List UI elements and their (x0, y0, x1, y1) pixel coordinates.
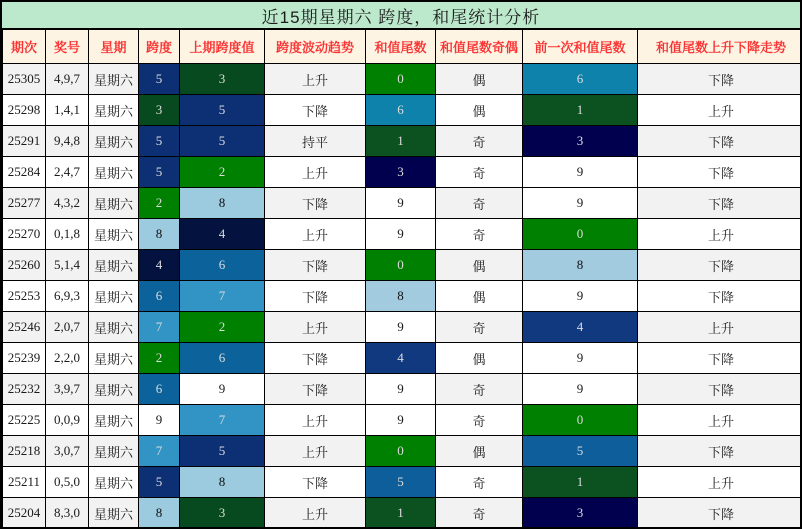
cell-prev-tail: 0 (523, 405, 638, 436)
cell-tail-trend: 上升 (638, 219, 802, 250)
cell-prev-tail: 9 (523, 281, 638, 312)
cell-period: 25270 (3, 219, 46, 250)
cell-tail-trend: 上升 (638, 95, 802, 126)
cell-tail-trend: 下降 (638, 64, 802, 95)
cell-span-trend: 上升 (265, 157, 366, 188)
cell-tail-trend: 下降 (638, 436, 802, 467)
cell-tail: 3 (366, 157, 436, 188)
cell-prize: 0,0,9 (46, 405, 89, 436)
cell-prev-tail: 3 (523, 126, 638, 157)
cell-span: 4 (139, 250, 180, 281)
cell-span-trend: 下降 (265, 188, 366, 219)
cell-week: 星期六 (89, 436, 139, 467)
cell-week: 星期六 (89, 157, 139, 188)
cell-prev-span: 5 (180, 126, 265, 157)
cell-tail-trend: 上升 (638, 312, 802, 343)
col-header-tail-trend: 和值尾数上升下降走势 (638, 30, 802, 64)
cell-prev-tail: 9 (523, 374, 638, 405)
cell-span-trend: 下降 (265, 95, 366, 126)
col-header-prev-tail: 前一次和值尾数 (523, 30, 638, 64)
page-title: 近15期星期六 跨度，和尾统计分析 (2, 2, 800, 29)
cell-span: 5 (139, 157, 180, 188)
cell-tail-trend: 下降 (638, 281, 802, 312)
cell-prev-span: 2 (180, 312, 265, 343)
cell-span: 2 (139, 188, 180, 219)
cell-prize: 1,4,1 (46, 95, 89, 126)
table-row (3, 126, 802, 157)
cell-span: 2 (139, 343, 180, 374)
cell-prize: 4,9,7 (46, 64, 89, 95)
cell-tail-trend: 下降 (638, 188, 802, 219)
cell-prev-span: 9 (180, 374, 265, 405)
cell-prize: 0,5,0 (46, 467, 89, 498)
cell-tail: 9 (366, 405, 436, 436)
table-body (3, 64, 802, 529)
cell-tail: 9 (366, 188, 436, 219)
stats-table (2, 29, 802, 529)
cell-span-trend: 持平 (265, 126, 366, 157)
table-row (3, 436, 802, 467)
cell-prev-tail: 1 (523, 467, 638, 498)
cell-tail: 0 (366, 250, 436, 281)
table-row (3, 374, 802, 405)
cell-span-trend: 下降 (265, 281, 366, 312)
cell-prev-tail: 6 (523, 64, 638, 95)
cell-prev-tail: 9 (523, 343, 638, 374)
table-row (3, 405, 802, 436)
cell-period: 25253 (3, 281, 46, 312)
cell-span: 8 (139, 498, 180, 529)
cell-period: 25204 (3, 498, 46, 529)
cell-parity: 奇 (436, 467, 523, 498)
cell-parity: 奇 (436, 157, 523, 188)
cell-period: 25305 (3, 64, 46, 95)
col-header-prize: 奖号 (46, 30, 89, 64)
cell-period: 25239 (3, 343, 46, 374)
cell-tail-trend: 下降 (638, 498, 802, 529)
cell-prev-tail: 1 (523, 95, 638, 126)
cell-prev-tail: 5 (523, 436, 638, 467)
cell-span: 8 (139, 219, 180, 250)
cell-parity: 奇 (436, 126, 523, 157)
cell-span-trend: 下降 (265, 250, 366, 281)
cell-prev-tail: 4 (523, 312, 638, 343)
cell-period: 25211 (3, 467, 46, 498)
cell-span: 5 (139, 467, 180, 498)
cell-tail: 9 (366, 374, 436, 405)
table-row (3, 343, 802, 374)
cell-tail: 9 (366, 219, 436, 250)
table-row (3, 498, 802, 529)
cell-period: 25260 (3, 250, 46, 281)
cell-span-trend: 下降 (265, 374, 366, 405)
cell-prev-tail: 3 (523, 498, 638, 529)
cell-tail-trend: 下降 (638, 157, 802, 188)
cell-prev-tail: 9 (523, 188, 638, 219)
cell-tail-trend: 上升 (638, 405, 802, 436)
cell-tail: 4 (366, 343, 436, 374)
cell-prev-span: 6 (180, 343, 265, 374)
cell-tail-trend: 下降 (638, 250, 802, 281)
cell-parity: 偶 (436, 250, 523, 281)
cell-tail: 0 (366, 64, 436, 95)
cell-prev-span: 8 (180, 188, 265, 219)
cell-week: 星期六 (89, 126, 139, 157)
cell-period: 25218 (3, 436, 46, 467)
col-header-week: 星期 (89, 30, 139, 64)
cell-tail: 5 (366, 467, 436, 498)
cell-prev-tail: 9 (523, 157, 638, 188)
cell-span: 5 (139, 126, 180, 157)
table-row (3, 250, 802, 281)
cell-parity: 奇 (436, 405, 523, 436)
col-header-tail: 和值尾数 (366, 30, 436, 64)
cell-parity: 偶 (436, 436, 523, 467)
cell-week: 星期六 (89, 250, 139, 281)
cell-week: 星期六 (89, 219, 139, 250)
cell-prize: 5,1,4 (46, 250, 89, 281)
cell-span-trend: 上升 (265, 405, 366, 436)
cell-tail: 1 (366, 126, 436, 157)
cell-period: 25284 (3, 157, 46, 188)
cell-tail: 6 (366, 95, 436, 126)
cell-week: 星期六 (89, 374, 139, 405)
cell-span-trend: 上升 (265, 219, 366, 250)
cell-span-trend: 上升 (265, 436, 366, 467)
cell-prize: 9,4,8 (46, 126, 89, 157)
col-header-span: 跨度 (139, 30, 180, 64)
cell-span: 9 (139, 405, 180, 436)
header-row (3, 30, 802, 64)
col-header-span-trend: 跨度波动趋势 (265, 30, 366, 64)
cell-span: 3 (139, 95, 180, 126)
cell-prize: 2,2,0 (46, 343, 89, 374)
cell-week: 星期六 (89, 188, 139, 219)
cell-span-trend: 上升 (265, 498, 366, 529)
cell-prev-span: 7 (180, 405, 265, 436)
cell-week: 星期六 (89, 95, 139, 126)
cell-span-trend: 下降 (265, 343, 366, 374)
cell-prev-span: 2 (180, 157, 265, 188)
cell-span-trend: 上升 (265, 64, 366, 95)
cell-period: 25246 (3, 312, 46, 343)
cell-tail: 8 (366, 281, 436, 312)
cell-prize: 0,1,8 (46, 219, 89, 250)
cell-prev-span: 3 (180, 64, 265, 95)
table-row (3, 467, 802, 498)
cell-week: 星期六 (89, 467, 139, 498)
cell-span: 5 (139, 64, 180, 95)
cell-prize: 3,0,7 (46, 436, 89, 467)
cell-tail-trend: 下降 (638, 374, 802, 405)
cell-parity: 奇 (436, 498, 523, 529)
cell-span-trend: 下降 (265, 467, 366, 498)
cell-prev-tail: 8 (523, 250, 638, 281)
cell-week: 星期六 (89, 343, 139, 374)
cell-parity: 奇 (436, 312, 523, 343)
table-row (3, 64, 802, 95)
table-row (3, 281, 802, 312)
cell-parity: 偶 (436, 64, 523, 95)
cell-span-trend: 上升 (265, 312, 366, 343)
cell-period: 25232 (3, 374, 46, 405)
cell-parity: 奇 (436, 188, 523, 219)
cell-period: 25291 (3, 126, 46, 157)
cell-prev-tail: 0 (523, 219, 638, 250)
cell-week: 星期六 (89, 498, 139, 529)
cell-tail: 9 (366, 312, 436, 343)
cell-tail: 1 (366, 498, 436, 529)
cell-period: 25225 (3, 405, 46, 436)
cell-parity: 偶 (436, 95, 523, 126)
cell-prev-span: 4 (180, 219, 265, 250)
cell-period: 25277 (3, 188, 46, 219)
cell-parity: 奇 (436, 219, 523, 250)
cell-parity: 偶 (436, 343, 523, 374)
table-row (3, 157, 802, 188)
cell-parity: 奇 (436, 374, 523, 405)
cell-prize: 2,4,7 (46, 157, 89, 188)
table-header (3, 30, 802, 64)
cell-prize: 4,3,2 (46, 188, 89, 219)
cell-prev-span: 3 (180, 498, 265, 529)
cell-prize: 8,3,0 (46, 498, 89, 529)
cell-tail: 0 (366, 436, 436, 467)
cell-tail-trend: 上升 (638, 467, 802, 498)
cell-week: 星期六 (89, 405, 139, 436)
cell-prev-span: 6 (180, 250, 265, 281)
cell-prize: 2,0,7 (46, 312, 89, 343)
cell-week: 星期六 (89, 281, 139, 312)
table-row (3, 312, 802, 343)
cell-prev-span: 5 (180, 436, 265, 467)
table-row (3, 95, 802, 126)
cell-span: 7 (139, 312, 180, 343)
col-header-period: 期次 (3, 30, 46, 64)
cell-week: 星期六 (89, 312, 139, 343)
cell-prev-span: 7 (180, 281, 265, 312)
cell-span: 6 (139, 374, 180, 405)
cell-tail-trend: 下降 (638, 126, 802, 157)
cell-prize: 3,9,7 (46, 374, 89, 405)
table-row (3, 219, 802, 250)
cell-tail-trend: 下降 (638, 343, 802, 374)
cell-week: 星期六 (89, 64, 139, 95)
cell-prev-span: 8 (180, 467, 265, 498)
cell-prev-span: 5 (180, 95, 265, 126)
table-row (3, 188, 802, 219)
cell-span: 6 (139, 281, 180, 312)
col-header-prev-span: 上期跨度值 (180, 30, 265, 64)
cell-parity: 偶 (436, 281, 523, 312)
cell-prize: 6,9,3 (46, 281, 89, 312)
cell-period: 25298 (3, 95, 46, 126)
col-header-parity: 和值尾数奇偶 (436, 30, 523, 64)
cell-span: 7 (139, 436, 180, 467)
